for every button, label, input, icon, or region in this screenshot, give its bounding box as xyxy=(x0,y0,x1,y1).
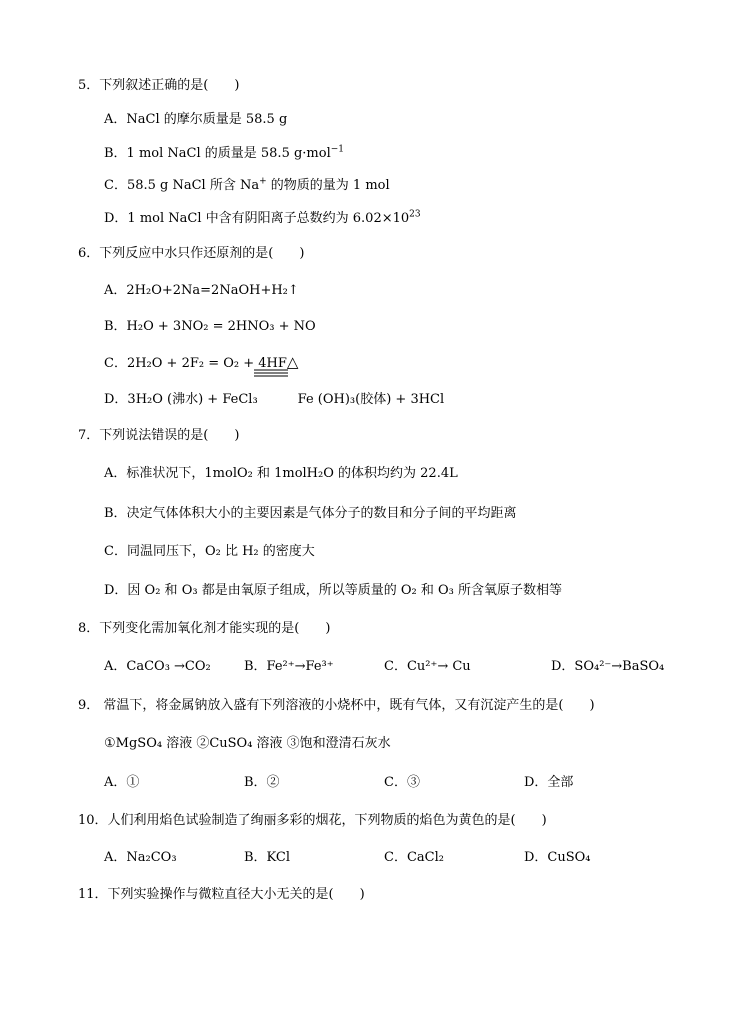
question-6-option-d-right: Fe (OH)₃(胶体) + 3HCl xyxy=(297,392,445,407)
question-10-option-d: D．CuSO₄ xyxy=(524,850,591,865)
question-9-option-a: A．① xyxy=(104,775,140,790)
question-9-stem: 9． 常温下，将金属钠放入盛有下列溶液的小烧杯中，既有气体，又有沉淀产生的是( ) xyxy=(78,698,595,713)
question-5-option-c-post: 的物质的量为 1 mol xyxy=(266,178,390,193)
question-7-option-d: D．因 O₂ 和 O₃ 都是由氧原子组成，所以等质量的 O₂ 和 O₃ 所含氧原子数相等 xyxy=(104,583,562,598)
question-9-list: ①MgSO₄ 溶液 ②CuSO₄ 溶液 ③饱和澄清石灰水 xyxy=(104,736,391,751)
question-11-stem: 11．下列实验操作与微粒直径大小无关的是( ) xyxy=(78,887,365,902)
question-5-option-a: A．NaCl 的摩尔质量是 58.5 g xyxy=(104,112,288,127)
question-9-option-b: B．② xyxy=(244,775,280,790)
question-5-stem: 5．下列叙述正确的是( ) xyxy=(78,78,240,93)
question-8-option-d: D．SO₄²⁻→BaSO₄ xyxy=(551,659,665,674)
question-7-option-b: B．决定气体体积大小的主要因素是气体分子的数目和分子间的平均距离 xyxy=(104,506,517,521)
question-5-option-b-sup: −1 xyxy=(330,144,345,155)
question-6-option-d xyxy=(104,391,444,409)
question-6-option-c-text: C．2H₂O + 2F₂ = O₂ + 4HF xyxy=(104,356,287,371)
question-6-stem: 6．下列反应中水只作还原剂的是( ) xyxy=(78,246,305,261)
question-6-option-b: B．H₂O + 3NO₂ = 2HNO₃ + NO xyxy=(104,319,316,334)
question-9-option-d: D．全部 xyxy=(524,775,574,790)
question-8-option-a: A．CaCO₃ →CO₂ xyxy=(104,659,211,674)
question-7-option-c: C．同温同压下，O₂ 比 H₂ 的密度大 xyxy=(104,544,315,559)
question-5-option-c-text: C．58.5 g NaCl 所含 Na xyxy=(104,178,260,193)
equal-sign-mark xyxy=(254,369,288,377)
question-5-option-d xyxy=(104,210,421,228)
question-10-option-a: A．Na₂CO₃ xyxy=(104,850,177,865)
question-8-option-c: C．Cu²⁺→ Cu xyxy=(384,659,471,674)
question-7-option-a: A．标准状况下，1molO₂ 和 1molH₂O 的体积均约为 22.4L xyxy=(104,466,458,481)
question-8-stem: 8．下列变化需加氧化剂才能实现的是( ) xyxy=(78,621,331,636)
question-6-option-d-left: D．3H₂O (沸水) + FeCl₃ xyxy=(104,392,258,407)
question-10-option-c: C．CaCl₂ xyxy=(384,850,444,865)
heating-triangle-icon: △ xyxy=(286,353,299,371)
question-6-option-a: A．2H₂O+2Na=2NaOH+H₂↑ xyxy=(104,283,299,298)
question-10-stem: 10．人们利用焰色试验制造了绚丽多彩的烟花，下列物质的焰色为黄色的是( ) xyxy=(78,813,547,828)
question-10-option-b: B．KCl xyxy=(244,850,291,865)
question-5-option-b-text: B．1 mol NaCl 的质量是 58.5 g·mol xyxy=(104,146,331,161)
question-5-option-b xyxy=(104,145,344,163)
question-9-option-c: C．③ xyxy=(384,775,420,790)
question-5-option-d-text: D．1 mol NaCl 中含有阴阳离子总数约为 6.02×10 xyxy=(104,211,410,226)
question-5-option-d-sup: 23 xyxy=(409,209,421,220)
question-5-option-c-sup: + xyxy=(259,176,267,187)
question-7-stem: 7．下列说法错误的是( ) xyxy=(78,428,240,443)
question-8-option-b: B．Fe²⁺→Fe³⁺ xyxy=(244,659,334,674)
question-5-option-c xyxy=(104,177,390,195)
